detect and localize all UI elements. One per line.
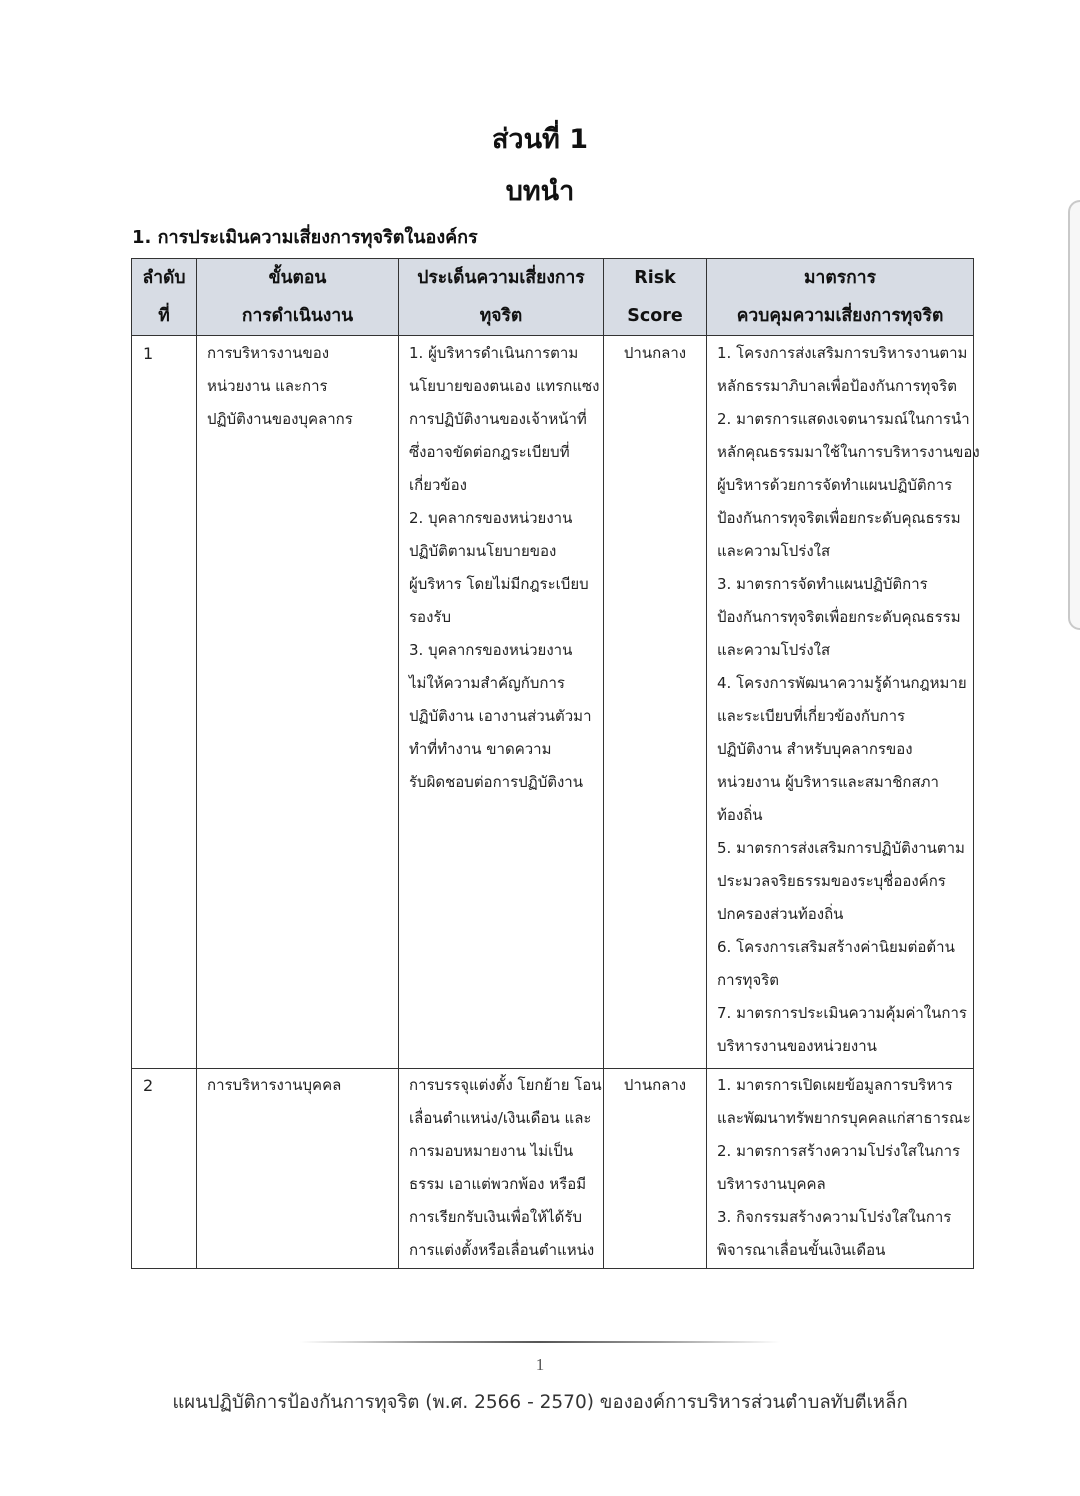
- header-line: ประเด็นความเสี่ยงการ: [417, 268, 585, 288]
- risk-line: การปฏิบัติงานของเจ้าหน้าที่: [409, 410, 587, 428]
- footer-document-title: แผนปฏิบัติการป้องกันการทุจริต (พ.ศ. 2566 - 2570) ขององค์การบริหารส่วนตำบลทับตีเหล็ก: [172, 1392, 908, 1413]
- risk-line: นโยบายของตนเอง แทรกแซง: [409, 377, 600, 395]
- footer-divider: [300, 1341, 780, 1343]
- measure-line: 3. มาตรการจัดทำแผนปฏิบัติการ: [717, 575, 928, 593]
- header-line: ทุจริต: [479, 306, 523, 326]
- measure-line: ท้องถิ่น: [717, 806, 763, 824]
- measure-line: 4. โครงการพัฒนาความรู้ด้านกฎหมาย: [717, 674, 967, 692]
- risk-line: ไม่ให้ความสำคัญกับการ: [409, 674, 565, 692]
- risk-line: ทำที่ทำงาน ขาดความ: [409, 740, 552, 758]
- measure-line: ปฏิบัติงาน สำหรับบุคลากรของ: [717, 740, 913, 758]
- header-line: Score: [627, 306, 683, 326]
- header-line: Risk: [634, 268, 676, 288]
- measure-line: 5. มาตรการส่งเสริมการปฏิบัติงานตาม: [717, 839, 965, 857]
- measure-line: 2. มาตรการแสดงเจตนารมณ์ในการนำ: [717, 410, 970, 428]
- risk-line: การแต่งตั้งหรือเลื่อนตำแหน่ง: [409, 1241, 595, 1259]
- risk-line: ซึ่งอาจขัดต่อกฎระเบียบที่: [409, 443, 570, 461]
- risk-assessment-table: [131, 258, 980, 1269]
- risk-line: รับผิดชอบต่อการปฏิบัติงาน: [409, 773, 583, 791]
- row-number: [132, 336, 197, 1069]
- measure-line: หน่วยงาน ผู้บริหารและสมาชิกสภา: [717, 773, 939, 791]
- risk-score-text: ปานกลาง: [623, 344, 687, 362]
- column-header-order: [132, 259, 197, 336]
- control-measures-cell: [707, 1069, 974, 1269]
- measure-line: ปกครองส่วนท้องถิ่น: [717, 905, 844, 923]
- measure-line: ประมวลจริยธรรมของระบุชื่อองค์กร: [717, 872, 946, 890]
- control-measures-cell: [707, 336, 980, 1069]
- measure-line: ป้องกันการทุจริตเพื่อยกระดับคุณธรรม: [717, 509, 961, 527]
- risk-line: การมอบหมายงาน ไม่เป็น: [409, 1142, 574, 1160]
- risk-line: การเรียกรับเงินเพื่อให้ได้รับ: [409, 1208, 582, 1226]
- measure-line: และความโปร่งใส: [717, 542, 831, 560]
- column-header-risk-issue: [399, 259, 604, 336]
- risk-score-cell: [604, 1069, 707, 1269]
- row-number-text: 1: [143, 344, 154, 363]
- measure-line: 7. มาตรการประเมินความคุ้มค่าในการ: [717, 1004, 967, 1022]
- risk-line: 1. ผู้บริหารดำเนินการตาม: [409, 344, 579, 362]
- measure-line: และระเบียบที่เกี่ยวข้องกับการ: [717, 707, 906, 725]
- risk-line: 3. บุคลากรของหน่วยงาน: [409, 641, 573, 659]
- measure-line: 1. โครงการส่งเสริมการบริหารงานตาม: [717, 344, 968, 362]
- risk-line: ผู้บริหาร โดยไม่มีกฎระเบียบ: [409, 575, 589, 593]
- risk-line: ปฏิบัติตามนโยบายของ: [409, 542, 557, 560]
- measure-line: พิจารณาเลื่อนขั้นเงินเดือน: [717, 1241, 886, 1259]
- risk-line: ปฏิบัติงาน เอางานส่วนตัวมา: [409, 707, 592, 725]
- measure-line: ป้องกันการทุจริตเพื่อยกระดับคุณธรรม: [717, 608, 961, 626]
- header-line: มาตรการ: [804, 268, 876, 288]
- header-line: ขั้นตอน: [268, 268, 327, 288]
- risk-score-cell: [604, 336, 707, 1069]
- page-number: 1: [535, 1355, 545, 1374]
- process-line: ปฏิบัติงานของบุคลากร: [207, 410, 353, 428]
- measure-line: 1. มาตรการเปิดเผยข้อมูลการบริหาร: [717, 1076, 953, 1094]
- chapter-title: บทนำ: [505, 176, 575, 207]
- column-header-control-measures: [707, 259, 974, 336]
- measure-line: 2. มาตรการสร้างความโปร่งใสในการ: [717, 1142, 961, 1160]
- measure-line: การทุจริต: [717, 971, 780, 989]
- edge-panel-handle[interactable]: [1068, 200, 1080, 630]
- section-heading: 1. การประเมินความเสี่ยงการทุจริตในองค์กร: [132, 227, 478, 248]
- column-header-risk-score: [604, 259, 707, 336]
- header-line: ที่: [158, 306, 170, 326]
- header-line: ควบคุมความเสี่ยงการทุจริต: [736, 306, 944, 326]
- measure-line: และความโปร่งใส: [717, 641, 831, 659]
- risk-line: ธรรม เอาแต่พวกพ้อง หรือมี: [409, 1175, 587, 1193]
- measure-line: 6. โครงการเสริมสร้างค่านิยมต่อต้าน: [717, 938, 955, 956]
- risk-issue-cell: [399, 1069, 604, 1269]
- measure-line: 3. กิจกรรมสร้างความโปร่งใสในการ: [717, 1208, 952, 1226]
- row-number: [132, 1069, 197, 1269]
- risk-line: 2. บุคลากรของหน่วยงาน: [409, 509, 573, 527]
- process-cell: [197, 1069, 399, 1269]
- process-line: การบริหารงานของ: [207, 344, 330, 362]
- process-line: การบริหารงานบุคคล: [207, 1076, 342, 1094]
- risk-line: รองรับ: [409, 608, 451, 626]
- risk-line: เลื่อนตำแหน่ง/เงินเดือน และ: [409, 1109, 592, 1127]
- measure-line: บริหารงานของหน่วยงาน: [717, 1037, 877, 1055]
- risk-line: เกี่ยวข้อง: [409, 476, 468, 494]
- column-header-process: [197, 259, 399, 336]
- risk-line: การบรรจุแต่งตั้ง โยกย้าย โอน: [409, 1076, 602, 1094]
- risk-issue-cell: [399, 336, 604, 1069]
- row-number-text: 2: [143, 1076, 154, 1095]
- measure-line: หลักคุณธรรมมาใช้ในการบริหารงานของ: [717, 443, 980, 461]
- process-cell: [197, 336, 399, 1069]
- header-line: ลำดับ: [142, 268, 186, 288]
- measure-line: บริหารงานบุคคล: [717, 1175, 826, 1193]
- header-line: การดำเนินงาน: [241, 306, 354, 326]
- measure-line: ผู้บริหารด้วยการจัดทำแผนปฏิบัติการ: [717, 476, 953, 494]
- process-line: หน่วยงาน และการ: [207, 377, 328, 395]
- risk-score-text: ปานกลาง: [623, 1076, 687, 1094]
- measure-line: และพัฒนาทรัพยากรบุคคลแก่สาธารณะ: [717, 1109, 971, 1127]
- part-title: ส่วนที่ 1: [491, 124, 589, 155]
- measure-line: หลักธรรมาภิบาลเพื่อป้องกันการทุจริต: [717, 377, 958, 395]
